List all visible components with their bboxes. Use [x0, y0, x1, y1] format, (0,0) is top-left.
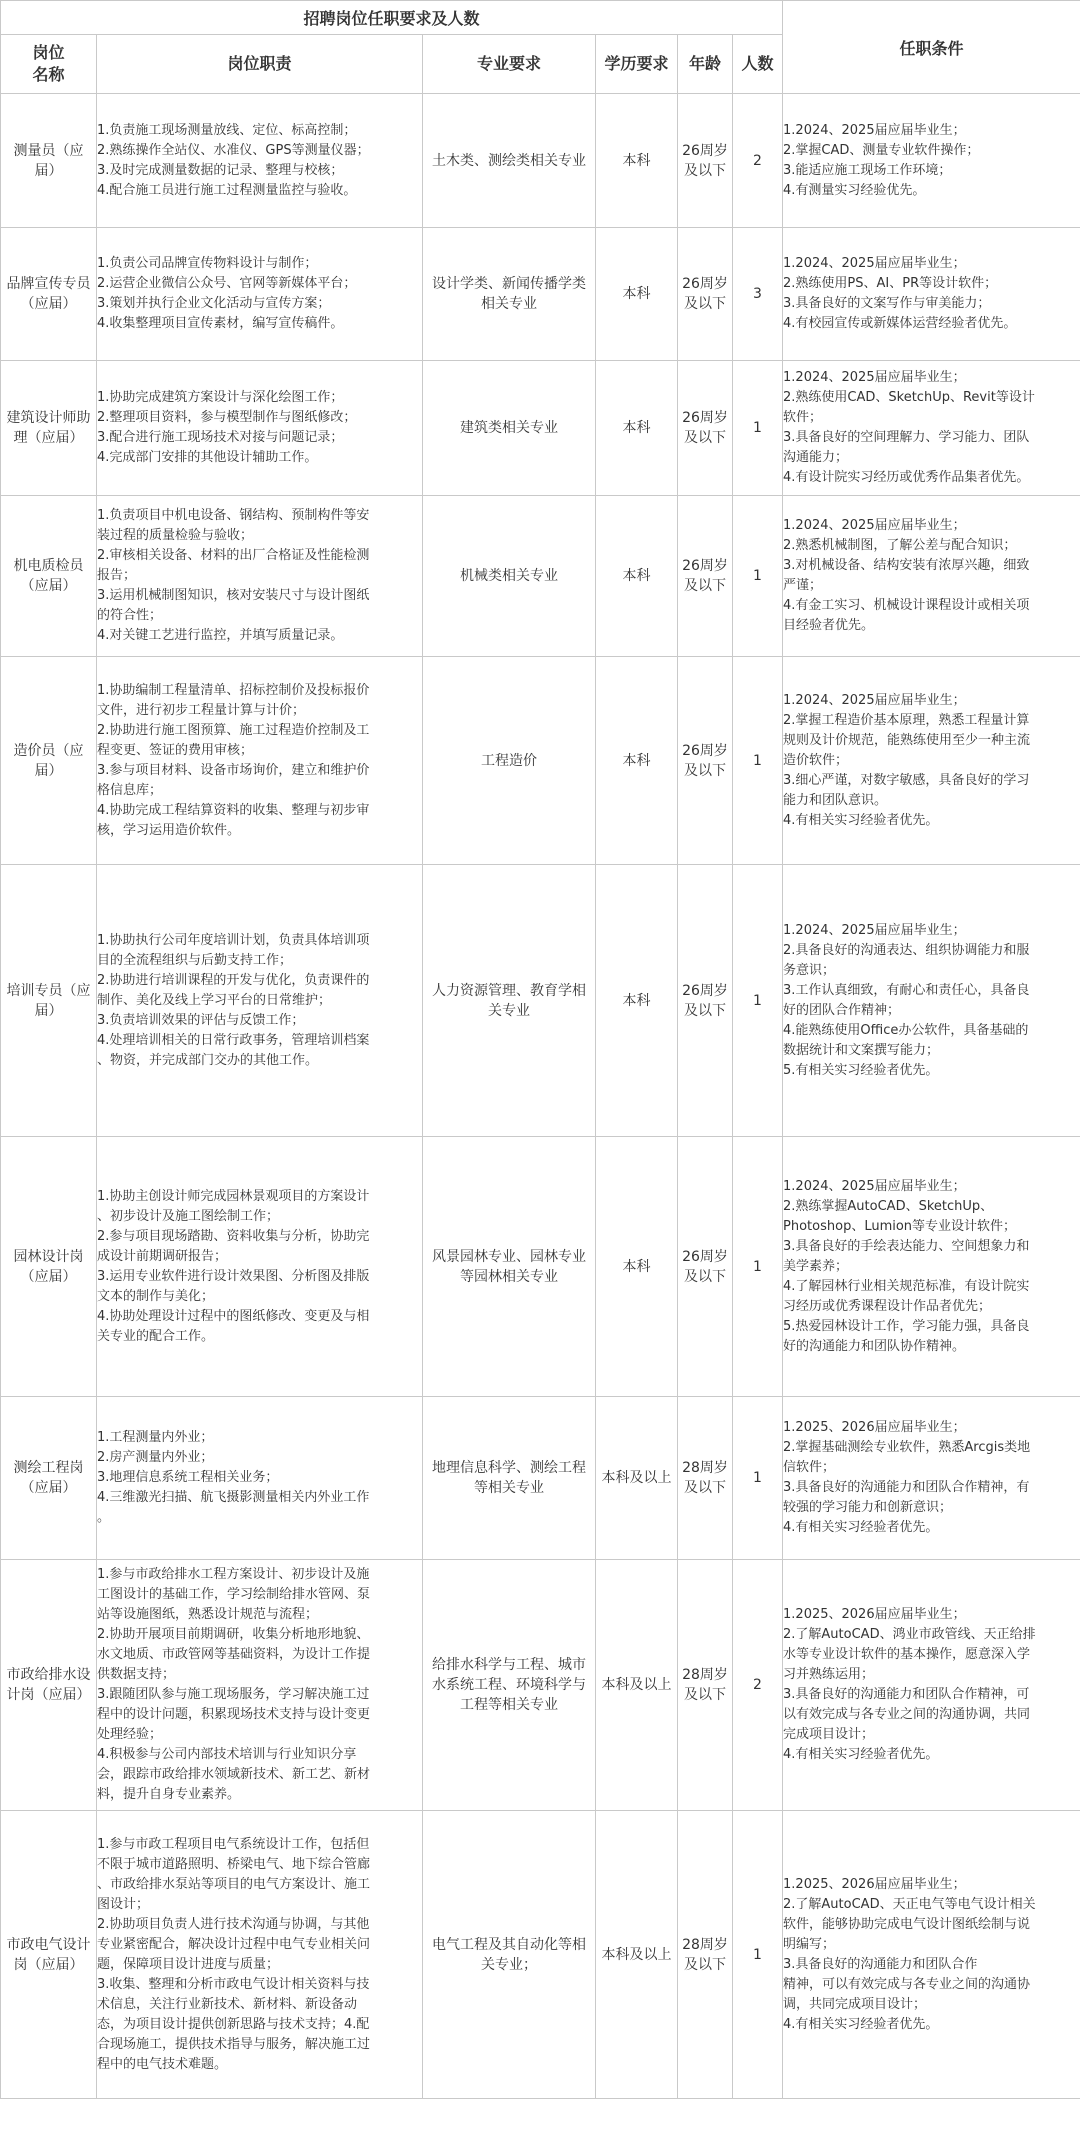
age-line: 26周岁: [682, 142, 728, 159]
qualifications-line: 2.掌握工程造价基本原理，熟悉工程量计算: [783, 712, 1030, 728]
age-cell: [678, 1397, 733, 1560]
duties-line: 。: [97, 1510, 111, 1525]
education-line: 本科: [622, 752, 651, 769]
qualifications-line: 4.有设计院实习经历或优秀作品集者优先。: [783, 470, 1030, 485]
qualifications-line: 2.熟练掌握AutoCAD、SketchUp、: [783, 1198, 994, 1214]
major-line: 给排水科学与工程、城市: [432, 1657, 586, 1673]
age-cell: [678, 657, 733, 865]
duties-line: 1.参与市政工程项目电气系统设计工作，包括但: [97, 1836, 370, 1852]
position-line: 届）: [34, 1002, 63, 1019]
qualifications-line: 美学素养；: [783, 1258, 849, 1274]
age-cell: [678, 1137, 733, 1397]
position-cell: [1, 1811, 97, 2099]
education-line: 本科: [622, 286, 651, 302]
position-line: 品牌宣传专员: [6, 276, 91, 292]
duties-line: 1.协助主创设计师完成园林景观项目的方案设计: [97, 1188, 370, 1204]
qualifications-line: 明编写；: [783, 1936, 836, 1952]
duties-line: 3.收集、整理和分析市政电气设计相关资料与技: [97, 1976, 370, 1992]
duties-cell: [97, 1397, 423, 1560]
major-cell: [423, 1811, 596, 2099]
duties-line: 2.协助进行培训课程的开发与优化，负责课件的: [97, 972, 370, 988]
duties-line: 关专业的配合工作。: [97, 1328, 215, 1344]
duties-line: 1.负责公司品牌宣传物料设计与制作；: [97, 256, 318, 271]
qualifications-line: 1.2025、2026届应届毕业生；: [783, 1876, 966, 1892]
position-line: 机电质检员: [13, 558, 84, 574]
duties-line: 目的全流程组织与后勤支持工作；: [97, 952, 293, 968]
duties-cell: [97, 1811, 423, 2099]
qualifications-line: 务意识；: [783, 962, 836, 978]
duties-line: 成设计前期调研报告；: [97, 1248, 228, 1264]
position-cell: [1, 228, 97, 361]
duties-line: 2.协助开展项目前期调研，收集分析地形地貌、: [97, 1627, 370, 1642]
duties-line: 2.协助进行施工图预算、施工过程造价控制及工: [97, 722, 370, 738]
age-line: 26周岁: [682, 982, 728, 999]
age-line: 及以下: [684, 1480, 726, 1496]
count-cell: 1: [733, 1811, 783, 2099]
duties-line: 3.策划并执行企业文化活动与宣传方案；: [97, 296, 331, 311]
major-cell: [423, 1397, 596, 1560]
table-row: [1, 1560, 1080, 1811]
duties-cell: [97, 1137, 423, 1397]
header-qualifications: 任职条件: [783, 1, 1080, 94]
qualifications-line: 4.了解园林行业相关规范标准，有设计院实: [783, 1278, 1030, 1294]
duties-line: 3.及时完成测量数据的记录、整理与校核；: [97, 162, 344, 178]
position-line: 岗（应届）: [13, 1956, 84, 1973]
qualifications-line: 3.细心严谨，对数字敏感，具备良好的学习: [783, 772, 1030, 788]
duties-cell: [97, 865, 423, 1137]
duties-line: 3.跟随团队参与施工现场服务，学习解决施工过: [97, 1687, 370, 1702]
position-line: 测绘工程岗: [13, 1460, 84, 1476]
qualifications-line: 习经历或优秀课程设计作品者优先；: [783, 1298, 992, 1314]
education-line: 本科: [622, 992, 651, 1009]
duties-line: 3.配合进行施工现场技术对接与问题记录；: [97, 430, 344, 445]
education-cell: [596, 865, 678, 1137]
duties-cell: [97, 228, 423, 361]
duties-line: 4.对关键工艺进行监控，并填写质量记录。: [97, 628, 344, 643]
age-line: 及以下: [684, 1956, 726, 1973]
header-education: 学历要求: [596, 35, 678, 94]
duties-line: 3.地理信息系统工程相关业务；: [97, 1470, 279, 1485]
position-line: （应届）: [20, 1480, 77, 1496]
position-line: 园林设计岗: [13, 1248, 84, 1265]
count-cell: 2: [733, 1560, 783, 1811]
qualifications-line: 能力和团队意识。: [783, 792, 888, 808]
major-line: 建筑类相关专业: [460, 420, 558, 436]
header-position: 岗位 名称: [1, 35, 97, 94]
qualifications-line: 3.具备良好的沟通能力和团队合作: [783, 1956, 978, 1972]
duties-cell: [97, 361, 423, 496]
header-duties: 岗位职责: [97, 35, 423, 94]
duties-line: 合现场施工，提供技术指导与服务，解决施工过: [97, 2036, 371, 2052]
education-line: 本科及以上: [601, 1677, 672, 1693]
age-line: 26周岁: [682, 410, 728, 426]
duties-line: 专业紧密配合，解决设计过程中电气专业相关问: [97, 1936, 371, 1952]
duties-line: 的符合性；: [97, 608, 163, 623]
qualifications-cell: [783, 496, 1080, 657]
position-line: 计岗（应届）: [6, 1687, 91, 1703]
qualifications-line: 4.有金工实习、机械设计课程设计或相关项: [783, 598, 1030, 613]
duties-line: 文件，进行初步工程量计算与计价；: [97, 702, 306, 718]
duties-line: 水文地质、市政管网等基础资料，为设计工作提: [97, 1647, 371, 1662]
qualifications-line: 1.2024、2025届应届毕业生；: [783, 1178, 966, 1194]
qualifications-line: 4.有相关实习经验者优先。: [783, 2016, 939, 2032]
position-line: 届）: [34, 162, 63, 179]
qualifications-line: 2.熟练使用PS、AI、PR等设计软件；: [783, 276, 998, 291]
qualifications-line: 好的沟通能力和团队协作精神。: [783, 1338, 966, 1354]
major-line: 工程造价: [481, 752, 537, 769]
qualifications-line: 1.2024、2025届应届毕业生；: [783, 922, 966, 938]
duties-line: 3.负责培训效果的评估与反馈工作；: [97, 1012, 305, 1028]
major-line: 机械类相关专业: [460, 568, 558, 584]
qualifications-line: 造价软件；: [783, 752, 849, 768]
age-cell: [678, 361, 733, 496]
position-line: （应届）: [20, 296, 77, 312]
qualifications-line: 4.有校园宣传或新媒体运营经验者优先。: [783, 316, 1017, 331]
duties-line: 4.完成部门安排的其他设计辅助工作。: [97, 450, 318, 465]
position-cell: [1, 657, 97, 865]
qualifications-line: 较强的学习能力和创新意识；: [783, 1500, 953, 1515]
qualifications-line: 以有效完成与各专业之间的沟通协调，共同: [783, 1707, 1031, 1722]
major-cell: [423, 865, 596, 1137]
duties-line: 程中的电气技术难题。: [97, 2056, 228, 2072]
age-cell: [678, 1811, 733, 2099]
qualifications-line: 完成项目设计；: [783, 1727, 875, 1742]
major-line: 人力资源管理、教育学相: [432, 982, 586, 999]
position-line: 市政电气设计: [6, 1936, 91, 1953]
education-cell: [596, 1137, 678, 1397]
age-line: 及以下: [684, 762, 726, 779]
table-row: [1, 361, 1080, 496]
education-cell: [596, 1811, 678, 2099]
major-line: 设计学类、新闻传播学类: [432, 276, 586, 292]
duties-line: 4.三维激光扫描、航飞摄影测量相关内外业工作: [97, 1490, 370, 1505]
major-line: 关专业；: [481, 1956, 537, 1973]
position-line: 测量员（应: [13, 142, 84, 159]
qualifications-cell: [783, 94, 1080, 228]
age-line: 及以下: [684, 430, 726, 446]
duties-line: 站等设施图纸，熟悉设计规范与流程；: [97, 1607, 319, 1622]
table-title: 招聘岗位任职要求及人数: [1, 1, 783, 35]
qualifications-line: 2.掌握基础测绘专业软件，熟悉Arcgis类地: [783, 1440, 1031, 1455]
duties-line: 3.运用机械制图知识，核对安装尺寸与设计图纸: [97, 588, 370, 603]
duties-line: 1.工程测量内外业；: [97, 1430, 214, 1445]
qualifications-line: 3.具备良好的空间理解力、学习能力、团队: [783, 430, 1030, 445]
duties-line: 2.协助项目负责人进行技术沟通与协调，与其他: [97, 1916, 370, 1932]
duties-line: 会，跟踪市政给排水领域新技术、新工艺、新材: [97, 1767, 371, 1782]
age-cell: [678, 1560, 733, 1811]
qualifications-line: 2.具备良好的沟通表达、组织协调能力和服: [783, 942, 1030, 958]
duties-line: 2.运营企业微信公众号、官网等新媒体平台；: [97, 276, 357, 291]
table-row: [1, 865, 1080, 1137]
count-cell: 1: [733, 496, 783, 657]
duties-line: 2.审核相关设备、材料的出厂合格证及性能检测: [97, 548, 370, 563]
count-cell: 1: [733, 1397, 783, 1560]
duties-line: 装过程的质量检验与验收；: [97, 528, 254, 543]
duties-line: 供数据支持；: [97, 1667, 176, 1682]
qualifications-line: 5.热爱园林设计工作，学习能力强，具备良: [783, 1318, 1030, 1334]
qualifications-line: 4.有相关实习经验者优先。: [783, 1520, 939, 1535]
qualifications-cell: [783, 1397, 1080, 1560]
duties-line: 术信息，关注行业新技术、新材料、新设备动: [97, 1996, 358, 2012]
qualifications-line: 软件，能够协助完成电气设计图纸绘制与说: [783, 1916, 1031, 1932]
position-line: 届）: [34, 762, 63, 779]
age-line: 26周岁: [682, 558, 728, 574]
duties-line: 核，学习运用造价软件。: [97, 822, 241, 838]
education-cell: [596, 657, 678, 865]
major-cell: [423, 1560, 596, 1811]
duties-line: 3.参与项目材料、设备市场询价，建立和维护价: [97, 762, 370, 778]
position-cell: [1, 1137, 97, 1397]
major-cell: [423, 228, 596, 361]
age-line: 26周岁: [682, 742, 728, 759]
duties-cell: [97, 496, 423, 657]
position-line: 理（应届）: [13, 430, 84, 446]
qualifications-line: 2.熟悉机械制图，了解公差与配合知识；: [783, 538, 1017, 553]
qualifications-line: 习并熟练运用；: [783, 1667, 875, 1682]
duties-line: 1.参与市政给排水工程方案设计、初步设计及施: [97, 1567, 370, 1582]
qualifications-line: 3.具备良好的沟通能力和团队合作精神，可: [783, 1687, 1030, 1702]
table-row: [1, 1811, 1080, 2099]
duties-line: 程变更、签证的费用审核；: [97, 742, 254, 758]
qualifications-line: 3.对机械设备、结构安装有浓厚兴趣，细致: [783, 558, 1030, 573]
qualifications-line: 精神，可以有效完成与各专业之间的沟通协: [783, 1976, 1031, 1992]
duties-line: 4.配合施工员进行施工过程测量监控与验收。: [97, 182, 357, 198]
education-cell: [596, 1560, 678, 1811]
duties-line: 工图设计的基础工作，学习绘制给排水管网、泵: [97, 1587, 371, 1602]
duties-line: 3.运用专业软件进行设计效果图、分析图及排版: [97, 1268, 370, 1284]
qualifications-line: 1.2024、2025届应届毕业生；: [783, 122, 966, 138]
qualifications-line: 1.2024、2025届应届毕业生；: [783, 518, 966, 533]
duties-cell: [97, 94, 423, 228]
major-line: 水系统工程、环境科学与: [432, 1677, 586, 1693]
major-line: 风景园林专业、园林专业: [432, 1248, 586, 1265]
position-cell: [1, 1397, 97, 1560]
qualifications-line: 2.了解AutoCAD、天正电气等电气设计相关: [783, 1896, 1036, 1912]
education-cell: [596, 94, 678, 228]
qualifications-line: 4.能熟练使用Office办公软件，具备基础的: [783, 1022, 1029, 1038]
duties-cell: [97, 1560, 423, 1811]
table-body: [1, 94, 1080, 2099]
age-line: 28周岁: [682, 1460, 728, 1476]
duties-line: 4.处理培训相关的日常行政事务，管理培训档案: [97, 1032, 370, 1048]
qualifications-line: 3.工作认真细致，有耐心和责任心，具备良: [783, 982, 1030, 998]
duties-line: 1.负责施工现场测量放线、定位、标高控制；: [97, 122, 357, 138]
table-row: [1, 657, 1080, 865]
duties-line: 1.协助完成建筑方案设计与深化绘图工作；: [97, 390, 344, 405]
duties-line: 图设计；: [97, 1896, 150, 1912]
duties-line: 制作、美化及线上学习平台的日常维护；: [97, 992, 332, 1008]
major-cell: [423, 1137, 596, 1397]
qualifications-line: 3.具备良好的文案写作与审美能力；: [783, 296, 991, 311]
position-cell: [1, 94, 97, 228]
age-line: 及以下: [684, 162, 726, 179]
qualifications-cell: [783, 361, 1080, 496]
qualifications-line: 水等专业设计软件的基本操作，愿意深入学: [783, 1647, 1031, 1662]
age-line: 28周岁: [682, 1667, 728, 1683]
qualifications-line: 3.具备良好的手绘表达能力、空间想象力和: [783, 1238, 1030, 1254]
table-row: [1, 228, 1080, 361]
education-line: 本科: [622, 568, 651, 584]
duties-line: 处理经验；: [97, 1727, 163, 1742]
major-cell: [423, 496, 596, 657]
major-line: 电气工程及其自动化等相: [432, 1936, 586, 1953]
qualifications-line: 1.2025、2026届应届毕业生；: [783, 1607, 966, 1622]
qualifications-line: 沟通能力；: [783, 450, 849, 465]
qualifications-line: 好的团队合作精神；: [783, 1002, 901, 1018]
education-line: 本科: [622, 420, 651, 436]
duties-cell: [97, 657, 423, 865]
qualifications-cell: [783, 1137, 1080, 1397]
age-line: 及以下: [684, 1687, 726, 1703]
duties-line: 态，为项目设计提供创新思路与技术支持；4.配: [97, 2016, 370, 2032]
major-cell: [423, 657, 596, 865]
count-cell: 1: [733, 865, 783, 1137]
qualifications-cell: [783, 228, 1080, 361]
qualifications-line: 严谨；: [783, 578, 823, 593]
duties-line: 2.房产测量内外业；: [97, 1450, 214, 1465]
age-line: 26周岁: [682, 276, 728, 292]
qualifications-line: 软件；: [783, 410, 823, 425]
qualifications-line: 1.2025、2026届应届毕业生；: [783, 1420, 966, 1435]
qualifications-line: 规则及计价规范，能熟练使用至少一种主流: [783, 732, 1031, 748]
duties-line: 、市政给排水泵站等项目的电气方案设计、施工: [97, 1876, 371, 1892]
position-cell: [1, 1560, 97, 1811]
education-cell: [596, 361, 678, 496]
duties-line: 1.负责项目中机电设备、钢结构、预制构件等安: [97, 508, 370, 523]
header-major: 专业要求: [423, 35, 596, 94]
qualifications-line: 信软件；: [783, 1460, 836, 1475]
table-row: [1, 496, 1080, 657]
education-line: 本科: [622, 1258, 651, 1275]
position-line: （应届）: [20, 1268, 77, 1285]
duties-line: 4.协助处理设计过程中的图纸修改、变更及与相: [97, 1308, 370, 1324]
duties-line: 程中的设计问题，积累现场技术支持与设计变更: [97, 1707, 371, 1722]
age-cell: [678, 496, 733, 657]
qualifications-line: 2.掌握CAD、测量专业软件操作；: [783, 142, 980, 158]
position-cell: [1, 496, 97, 657]
qualifications-line: 2.了解AutoCAD、鸿业市政管线、天正给排: [783, 1627, 1036, 1642]
age-line: 及以下: [684, 1268, 726, 1285]
qualifications-line: 调，共同完成项目设计；: [783, 1996, 927, 2012]
education-line: 本科及以上: [601, 1470, 672, 1486]
count-cell: 1: [733, 657, 783, 865]
age-line: 28周岁: [682, 1936, 728, 1953]
education-cell: [596, 496, 678, 657]
qualifications-cell: [783, 865, 1080, 1137]
duties-line: 题，保障项目设计进度与质量；: [97, 1956, 280, 1972]
age-line: 26周岁: [682, 1248, 728, 1265]
duties-line: 4.收集整理项目宣传素材，编写宣传稿件。: [97, 316, 344, 331]
major-cell: [423, 361, 596, 496]
qualifications-cell: [783, 1560, 1080, 1811]
position-line: 培训专员（应: [6, 982, 91, 999]
duties-line: 2.整理项目资料，参与模型制作与图纸修改；: [97, 410, 357, 425]
age-line: 及以下: [684, 578, 726, 594]
age-line: 及以下: [684, 296, 726, 312]
qualifications-line: 4.有测量实习经验优先。: [783, 182, 926, 198]
qualifications-line: 3.具备良好的沟通能力和团队合作精神，有: [783, 1480, 1030, 1495]
duties-line: 4.协助完成工程结算资料的收集、整理与初步审: [97, 802, 370, 818]
duties-line: 格信息库；: [97, 782, 163, 798]
duties-line: 1.协助编制工程量清单、招标控制价及投标报价: [97, 682, 370, 698]
major-line: 土木类、测绘类相关专业: [432, 152, 586, 169]
qualifications-line: 数据统计和文案撰写能力；: [783, 1042, 940, 1058]
duties-line: 、物资，并完成部门交办的其他工作。: [97, 1052, 319, 1068]
qualifications-line: 2.熟练使用CAD、SketchUp、Revit等设计: [783, 390, 1035, 405]
position-line: 市政给排水设: [6, 1667, 91, 1683]
duties-line: 文本的制作与美化；: [97, 1288, 215, 1304]
qualifications-line: 3.能适应施工现场工作环境；: [783, 162, 952, 178]
qualifications-line: 4.有相关实习经验者优先。: [783, 1747, 939, 1762]
duties-line: 不限于城市道路照明、桥梁电气、地下综合管廊: [97, 1856, 371, 1872]
count-cell: 2: [733, 94, 783, 228]
count-cell: 1: [733, 361, 783, 496]
age-cell: [678, 865, 733, 1137]
count-cell: 1: [733, 1137, 783, 1397]
table-row: [1, 1137, 1080, 1397]
major-line: 相关专业: [481, 296, 537, 312]
education-cell: [596, 1397, 678, 1560]
major-line: 等园林相关专业: [460, 1268, 558, 1285]
qualifications-line: 1.2024、2025届应届毕业生；: [783, 256, 966, 271]
major-line: 等相关专业: [474, 1480, 544, 1496]
major-line: 工程等相关专业: [460, 1697, 558, 1713]
age-cell: [678, 94, 733, 228]
major-line: 地理信息科学、测绘工程: [432, 1460, 586, 1476]
duties-line: 、初步设计及施工图绘制工作；: [97, 1208, 280, 1224]
duties-line: 2.参与项目现场踏勘、资料收集与分析，协助完: [97, 1228, 370, 1244]
qualifications-line: 目经验者优先。: [783, 618, 875, 633]
duties-line: 1.协助执行公司年度培训计划，负责具体培训项: [97, 932, 370, 948]
qualifications-line: Photoshop、Lumion等专业设计软件；: [783, 1218, 1017, 1234]
position-line: （应届）: [20, 578, 77, 594]
qualifications-line: 1.2024、2025届应届毕业生；: [783, 692, 966, 708]
count-cell: 3: [733, 228, 783, 361]
position-line: 造价员（应: [13, 742, 84, 759]
header-age: 年龄: [678, 35, 733, 94]
qualifications-cell: [783, 657, 1080, 865]
qualifications-line: 4.有相关实习经验者优先。: [783, 812, 939, 828]
education-cell: [596, 228, 678, 361]
header-count: 人数: [733, 35, 783, 94]
position-line: 建筑设计师助: [6, 410, 91, 426]
position-cell: [1, 865, 97, 1137]
duties-line: 2.熟练操作全站仪、水准仪、GPS等测量仪器；: [97, 142, 370, 158]
age-cell: [678, 228, 733, 361]
duties-line: 4.积极参与公司内部技术培训与行业知识分享: [97, 1747, 357, 1762]
qualifications-line: 5.有相关实习经验者优先。: [783, 1062, 939, 1078]
duties-line: 报告；: [97, 568, 137, 583]
major-line: 关专业: [488, 1002, 530, 1019]
table-row: [1, 94, 1080, 228]
table-row: [1, 1397, 1080, 1560]
education-line: 本科及以上: [601, 1946, 672, 1963]
age-line: 及以下: [684, 1002, 726, 1019]
position-cell: [1, 361, 97, 496]
duties-line: 料，提升自身专业素养。: [97, 1787, 241, 1802]
major-cell: [423, 94, 596, 228]
qualifications-cell: [783, 1811, 1080, 2099]
education-line: 本科: [622, 152, 651, 169]
qualifications-line: 1.2024、2025届应届毕业生；: [783, 370, 966, 385]
